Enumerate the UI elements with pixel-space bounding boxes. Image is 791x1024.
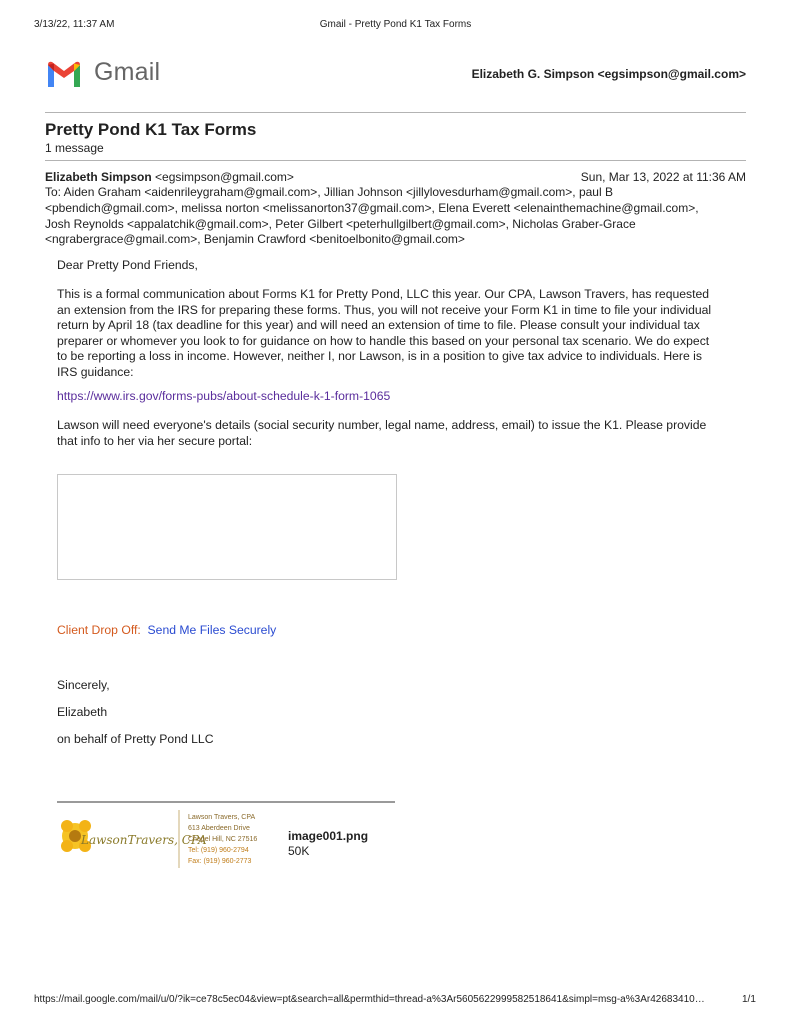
recipients-line: Josh Reynolds <appalatchik@gmail.com>, Peter Gilbert <peterhullgilbert@gmail.com>, Nicholas Graber-Grace (45, 216, 636, 231)
signature-divider (57, 801, 395, 803)
card-line: Fax: (919) 960-2773 (188, 858, 252, 865)
card-line: 613 Aberdeen Drive (188, 825, 250, 832)
logo-script: LawsonTravers, CPA (81, 833, 207, 847)
paragraph-line: This is a formal communication about Forms K1 for Pretty Pond, LLC this year. Our CPA, Lawson Travers, has requested (57, 287, 710, 301)
card-line: Lawson Travers, CPA (188, 814, 256, 821)
sender (45, 170, 294, 186)
irs-guidance-link[interactable]: https://www.irs.gov/forms-pubs/about-schedule-k-1-form-1065 (57, 389, 391, 403)
paragraph-line: Lawson will need everyone's details (social security number, legal name, address, email) to issue the K1. Please provide (57, 418, 707, 432)
recipients (45, 185, 747, 248)
signer-name: Elizabeth (57, 705, 108, 719)
paragraph-line: preparer or whomever you look to for guidance on how to handle this based on your personal tax scenario. We do expect (57, 333, 710, 348)
greeting: Dear Pretty Pond Friends, (57, 258, 198, 272)
recipients-line: To: Aiden Graham <aidenrileygraham@gmail.com>, Jillian Johnson <jillylovesdurham@gmail.com>, paul B (45, 185, 613, 199)
card-line: Chapel Hill, NC 27516 (188, 836, 258, 843)
paragraph-line: to be reporting a loss in income. However, neither I, nor Lawson, is in a position to give tax advice to individuals. Here is (57, 349, 702, 364)
recipients-line: <ngrabergrace@gmail.com>, Benjamin Crawford <benitoelbonito@gmail.com> (45, 232, 465, 247)
print-title: Gmail - Pretty Pond K1 Tax Forms (319, 19, 472, 30)
subject-divider (45, 160, 746, 161)
print-url: https://mail.google.com/mail/u/0/?ik=ce78c5ec04&view=pt&search=all&permthid=thread-a%3Ar5605622999582518641&simpl=msg-a%3Ar42683410… (34, 994, 705, 1005)
account-name: Elizabeth G. Simpson <egsimpson@gmail.com> (471, 67, 746, 81)
paragraph-line: that info to her via her secure portal: (57, 433, 253, 448)
sender-name: Elizabeth Simpson (45, 170, 152, 184)
message-count: 1 message (45, 141, 104, 155)
paragraph-line: IRS guidance: (57, 364, 134, 379)
recipients-line: <pbendich@gmail.com>, melissa norton <melissanorton37@gmail.com>, Elena Everett <elenainthemachine@gmail.com>, (45, 200, 699, 215)
send-files-link[interactable]: Send Me Files Securely (147, 623, 277, 637)
gmail-wordmark: Gmail (94, 58, 161, 86)
signature-card-image[interactable] (57, 806, 279, 870)
paragraph-line: an extension from the IRS for preparing these forms. Thus, you will not receive your Form K1 in time to file your individual (57, 302, 712, 317)
paragraph-line: return by April 18 (tax deadline for this year) and will need an extension of time to file. Please consult your individual tax (57, 318, 700, 333)
attachment-size: 50K (288, 844, 310, 858)
header-divider (45, 112, 746, 113)
gmail-logo[interactable] (44, 58, 166, 90)
embedded-image-placeholder (57, 474, 397, 580)
sender-email: <egsimpson@gmail.com> (155, 170, 294, 184)
attachment-name[interactable]: image001.png (288, 829, 369, 843)
message-date: Sun, Mar 13, 2022 at 11:36 AM (580, 170, 746, 184)
signer-behalf: on behalf of Pretty Pond LLC (57, 732, 214, 746)
card-line: Tel: (919) 960-2794 (188, 847, 249, 854)
print-datetime: 3/13/22, 11:37 AM (34, 19, 115, 30)
gmail-envelope-icon (44, 59, 84, 89)
closing: Sincerely, (57, 678, 110, 692)
thread-subject: Pretty Pond K1 Tax Forms (45, 120, 257, 139)
paragraph-details (57, 418, 737, 449)
page-number: 1/1 (742, 994, 756, 1005)
client-drop-off-label: Client Drop Off: (57, 623, 141, 637)
client-drop-off (57, 623, 737, 639)
paragraph-extension (57, 287, 737, 381)
